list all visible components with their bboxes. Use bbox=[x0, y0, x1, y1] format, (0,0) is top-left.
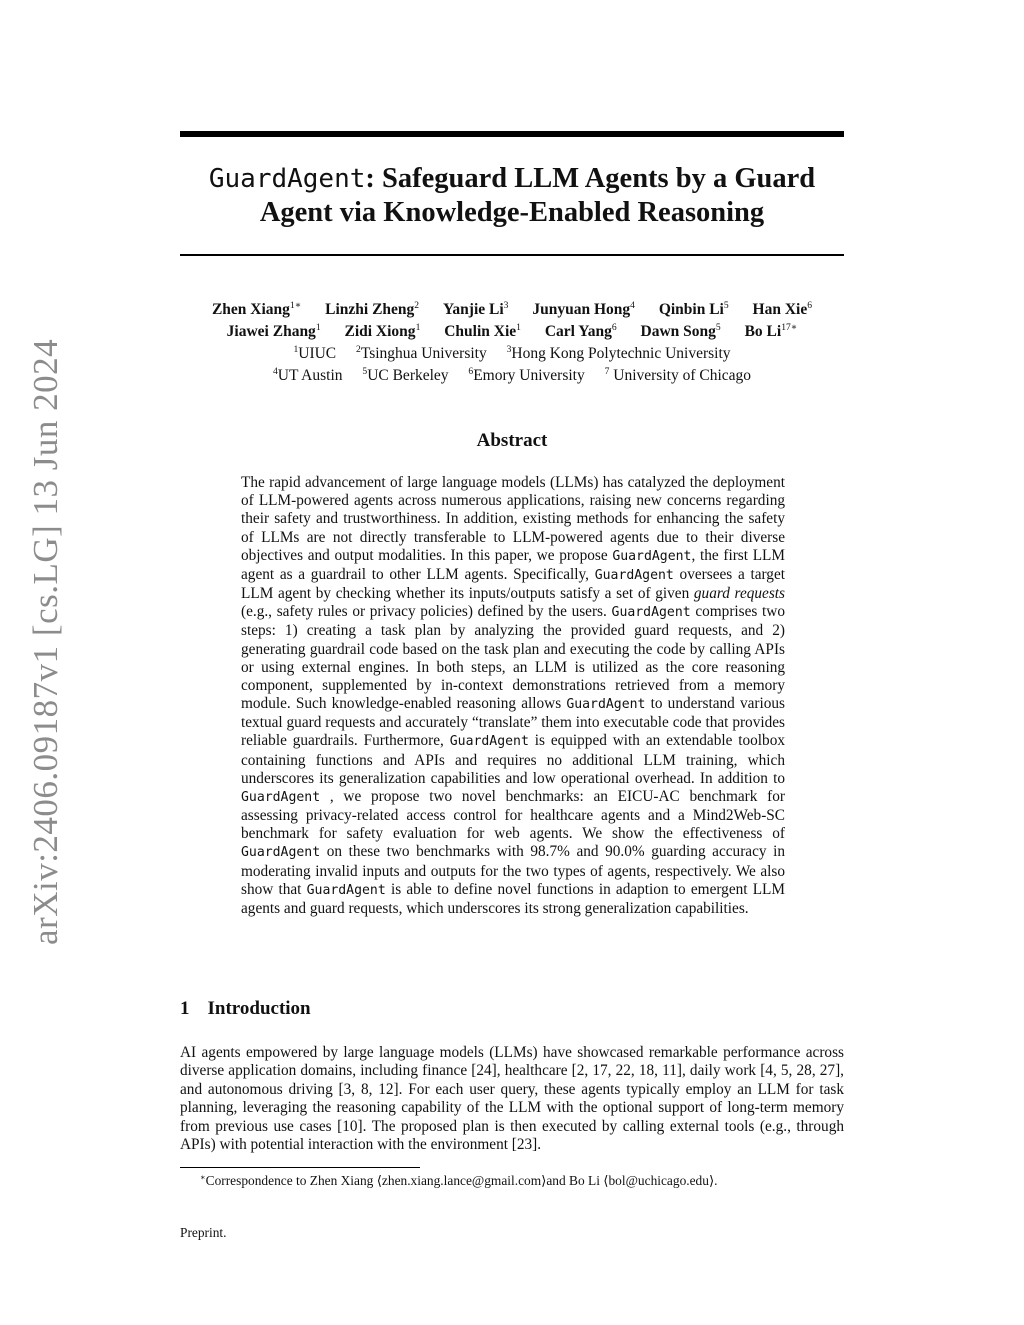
arxiv-identifier-stamp: arXiv:2406.09187v1 [cs.LG] 13 Jun 2024 bbox=[26, 338, 65, 945]
author: Chulin Xie$^1$ bbox=[444, 322, 521, 340]
author-list-row-2 bbox=[180, 321, 844, 342]
system-name: GuardAgent bbox=[611, 605, 691, 621]
section-title: Introduction bbox=[207, 998, 311, 1019]
email-link[interactable]: ⟨bol@uchicago.edu⟩ bbox=[603, 1173, 715, 1188]
title-top-rule bbox=[180, 131, 844, 137]
affiliation: $^6$Emory University bbox=[468, 366, 585, 384]
system-name: GuardAgent bbox=[241, 845, 321, 861]
affiliation: $^4$UT Austin bbox=[272, 366, 343, 384]
affiliation: $^5$UC Berkeley bbox=[362, 366, 449, 384]
section-number: 1 bbox=[180, 998, 190, 1019]
author: Zidi Xiong$^1$ bbox=[344, 322, 421, 340]
title-bottom-rule bbox=[180, 254, 844, 256]
author: Linzhi Zheng$^2$ bbox=[325, 300, 420, 318]
affiliation: $^2$Tsinghua University bbox=[356, 344, 487, 362]
footnote: ∗Correspondence to Zhen Xiang ⟨zhen.xiang.lance@gmail.com⟩and Bo Li ⟨bol@uchicago.edu⟩. bbox=[200, 1173, 718, 1188]
system-name: GuardAgent bbox=[594, 567, 674, 583]
author: Yanjie Li$^3$ bbox=[442, 300, 509, 318]
abstract-body: The rapid advancement of large language models (LLMs) has catalyzed the deployment of LLM-powered agents across numerous applications, raising new concerns regarding their safety and trustworthiness. In addition, existing methods for enhancing the safety of LLMs are not directly transferable to LLM-powered agents due to their diverse objectives and output modalities. In this paper, we propose GuardAgent, the first LLM agent as a guardrail to other LLM agents. Specifically, GuardAgent oversees a target LLM agent by checking whether its inputs/outputs satisfy a set of given guard requests (e.g., safety rules or privacy policies) defined by the users. GuardAgent comprises two steps: 1) creating a task plan by analyzing the provided guard requests, and 2) generating guardrail code based on the task plan and executing the code by calling APIs or using external engines. In both steps, an LLM is utilized as the core reasoning component, supplemented by in-context demonstrations retrieved from a memory module. Such knowledge-enabled reasoning allows GuardAgent to understand various textual guard requests and accurately “translate” them into executable code that provides reliable guardrails. Furthermore, GuardAgent is equipped with an extendable toolbox containing functions and APIs and requires no additional LLM training, which underscores its generalization capabilities and low operational overhead. In addition to GuardAgent , we propose two novel benchmarks: an EICU-AC benchmark for assessing privacy-related access control for healthcare agents and a Mind2Web-SC benchmark for safety evaluation for web agents. We show the effectiveness of GuardAgent on these two benchmarks with 98.7% and 90.0% guarding accuracy in moderating invalid inputs and outputs for the two types of agents, respectively. We also show that GuardAgent is able to define novel functions in adaption to emergent LLM agents and guard requests, which underscores its strong generalization capabilities. bbox=[241, 474, 785, 917]
affiliations-row-2 bbox=[180, 365, 844, 386]
affiliations-row-1 bbox=[180, 343, 844, 364]
footnote-rule bbox=[180, 1167, 420, 1168]
preprint-label: Preprint. bbox=[180, 1225, 227, 1240]
system-name: GuardAgent bbox=[612, 548, 692, 564]
author: Qinbin Li$^5$ bbox=[658, 300, 729, 318]
author: Jiawei Zhang$^1$ bbox=[226, 322, 321, 340]
title-text: : Safeguard LLM Agents by a Guard Agent via Knowledge-Enabled Reasoning bbox=[259, 163, 816, 228]
author: Junyuan Hong$^4$ bbox=[532, 300, 635, 318]
author: Dawn Song$^5$ bbox=[640, 322, 721, 340]
system-name: GuardAgent bbox=[241, 789, 321, 805]
author: Han Xie$^6$ bbox=[752, 300, 813, 318]
section-heading-introduction bbox=[180, 998, 311, 1020]
author: Zhen Xiang$^{1∗}$ bbox=[211, 300, 302, 318]
affiliation: $^1$UIUC bbox=[293, 344, 337, 362]
title-system-name: GuardAgent bbox=[208, 164, 366, 194]
introduction-paragraph: AI agents empowered by large language models (LLMs) have showcased remarkable performance across diverse application domains, including finance [24], healthcare [2, 17, 22, 18, 11], daily work [4, 5, 28, 27], and autonomous driving [3, 8, 12]. For each user query, these agents typically employ an LLM for task planning, leveraging the reasoning capability of the LLM with the optional support of long-term memory from previous use cases [10]. The proposed plan is then executed by calling external tools (e.g., through APIs) with potential interaction with the environment [23]. bbox=[180, 1044, 844, 1154]
affiliation: $^3$Hong Kong Polytechnic University bbox=[506, 344, 731, 362]
abstract-heading: Abstract bbox=[476, 430, 548, 451]
author: Carl Yang$^6$ bbox=[544, 322, 617, 340]
email-link[interactable]: ⟨zhen.xiang.lance@gmail.com⟩ bbox=[376, 1173, 547, 1188]
system-name: GuardAgent bbox=[566, 697, 646, 713]
author: Bo $Li^{17∗}$ bbox=[744, 322, 798, 340]
affiliation: $^7$ University of Chicago bbox=[604, 366, 752, 384]
author-list-row-1 bbox=[180, 299, 844, 320]
system-name: GuardAgent bbox=[306, 882, 386, 898]
paper-title bbox=[180, 162, 844, 230]
system-name: GuardAgent bbox=[449, 734, 529, 750]
